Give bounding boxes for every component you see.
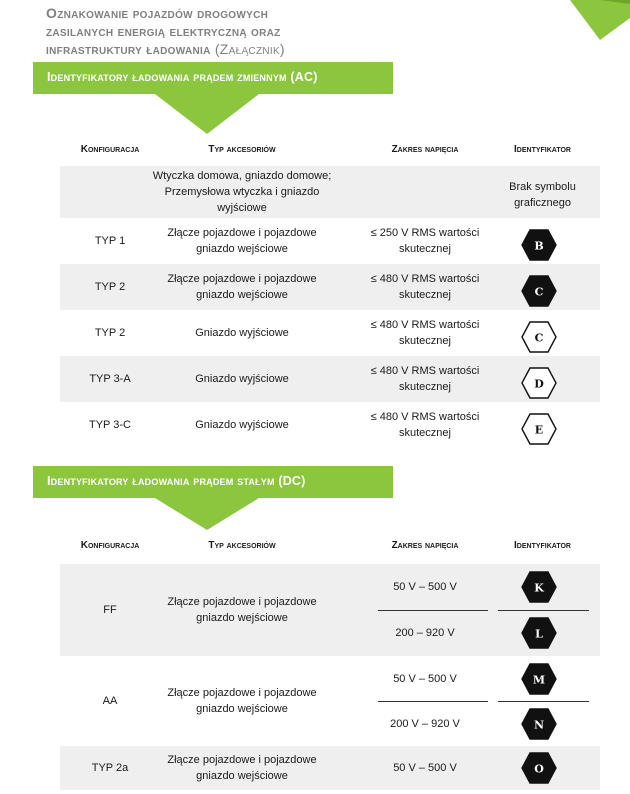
svg-text:N: N bbox=[533, 718, 544, 731]
voltage-cell bbox=[360, 166, 490, 218]
identifier-hexagon-icon bbox=[521, 752, 557, 784]
voltage-cell: 50 V – 500 V bbox=[393, 581, 457, 593]
sub-row-divider bbox=[498, 701, 589, 702]
config-cell: TYP 2 bbox=[94, 281, 126, 293]
svg-text:C: C bbox=[534, 285, 543, 299]
voltage-cell: 50 V – 500 V bbox=[393, 672, 457, 685]
dc-table-header bbox=[60, 536, 600, 556]
identifier-hexagon-icon bbox=[521, 275, 557, 307]
table-row bbox=[60, 218, 600, 264]
config-cell: TYP 2a bbox=[91, 762, 129, 774]
title-line-2: zasilanych energią elektryczną oraz bbox=[46, 23, 281, 39]
voltage-cell: 50 V – 500 V bbox=[393, 762, 457, 774]
svg-text:K: K bbox=[533, 581, 544, 595]
table-row bbox=[60, 356, 600, 402]
identifier-hexagon-icon bbox=[521, 229, 557, 261]
svg-text:L: L bbox=[534, 627, 543, 641]
table-row bbox=[60, 656, 600, 746]
dc-banner-title: Identyfikatory ładowania prądem stałym (DC) bbox=[47, 474, 306, 488]
config-cell: TYP 3-C bbox=[89, 419, 131, 431]
ac-banner-title: Identyfikatory ładowania prądem zmiennym (AC) bbox=[47, 70, 318, 84]
title-line-1: Oznakowanie pojazdów drogowych bbox=[46, 5, 269, 21]
table-row bbox=[60, 310, 600, 356]
voltage-cell: ≤ 250 V RMS wartości skutecznej bbox=[370, 227, 480, 255]
table-row bbox=[60, 264, 600, 310]
sub-row-divider bbox=[498, 610, 589, 611]
voltage-cell: 200 V – 920 V bbox=[390, 717, 460, 730]
column-header: Identyfikator bbox=[514, 144, 571, 155]
accessory-cell: Gniazdo wyjściowe bbox=[195, 373, 289, 385]
accessory-cell: Złącze pojazdowe i pojazdowe gniazdo wejściowe bbox=[167, 596, 317, 624]
svg-text:E: E bbox=[534, 423, 543, 437]
config-cell bbox=[60, 166, 160, 218]
config-cell: TYP 3-A bbox=[89, 373, 131, 385]
voltage-cell: ≤ 480 V RMS wartości skutecznej bbox=[370, 365, 480, 393]
identifier-hexagon-icon bbox=[521, 571, 557, 603]
column-header: Konfiguracja bbox=[80, 540, 140, 551]
accessory-cell: Wtyczka domowa, gniazdo domowe; Przemysłowa wtyczka i gniazdo wyjściowe bbox=[152, 170, 332, 214]
voltage-cell: ≤ 480 V RMS wartości skutecznej bbox=[370, 411, 480, 439]
accessory-cell: Złącze pojazdowe i pojazdowe gniazdo wejściowe bbox=[167, 273, 317, 301]
voltage-cell: 200 – 920 V bbox=[395, 627, 455, 639]
column-header: Zakres napięcia bbox=[391, 540, 459, 551]
config-cell: FF bbox=[103, 604, 117, 616]
column-header: Konfiguracja bbox=[80, 144, 140, 155]
config-cell: AA bbox=[102, 695, 118, 707]
svg-text:O: O bbox=[533, 762, 544, 776]
document-title bbox=[46, 4, 486, 58]
accessory-cell: Gniazdo wyjściowe bbox=[195, 419, 289, 431]
table-row bbox=[60, 564, 600, 656]
identifier-hexagon-icon bbox=[521, 617, 557, 649]
column-header: Typ akcesoriów bbox=[208, 540, 276, 551]
accessory-cell: Złącze pojazdowe i pojazdowe gniazdo wejściowe bbox=[167, 227, 317, 255]
accessory-cell: Gniazdo wyjściowe bbox=[195, 327, 289, 339]
corner-ribbon bbox=[540, 0, 630, 40]
config-cell: TYP 1 bbox=[94, 235, 126, 247]
config-cell: TYP 2 bbox=[94, 327, 126, 339]
title-line-3: infrastruktury ładowania (Załącznik) bbox=[46, 41, 285, 57]
title-appendix: (Załącznik) bbox=[214, 41, 285, 57]
table-row bbox=[60, 402, 600, 448]
svg-text:B: B bbox=[533, 239, 544, 253]
identifier-hexagon-icon bbox=[521, 321, 557, 353]
column-header: Identyfikator bbox=[514, 540, 571, 551]
identifier-hexagon-icon bbox=[521, 708, 557, 740]
table-row bbox=[60, 166, 600, 218]
svg-text:M: M bbox=[532, 673, 545, 686]
ac-table-header bbox=[60, 140, 600, 160]
accessory-cell: Złącze pojazdowe i pojazdowe gniazdo wejściowe bbox=[167, 687, 317, 715]
svg-text:D: D bbox=[533, 377, 544, 391]
column-header: Typ akcesoriów bbox=[208, 144, 276, 155]
svg-text:C: C bbox=[534, 331, 543, 345]
accessory-cell: Złącze pojazdowe i pojazdowe gniazdo wejściowe bbox=[167, 754, 317, 782]
voltage-cell: ≤ 480 V RMS wartości skutecznej bbox=[370, 273, 480, 301]
identifier-hexagon-icon bbox=[521, 663, 557, 695]
identifier-cell: Brak symbolu graficznego bbox=[509, 181, 576, 209]
identifier-hexagon-icon bbox=[521, 413, 557, 445]
table-row bbox=[60, 746, 600, 790]
column-header: Zakres napięcia bbox=[391, 144, 459, 155]
identifier-hexagon-icon bbox=[521, 367, 557, 399]
voltage-cell: ≤ 480 V RMS wartości skutecznej bbox=[370, 319, 480, 347]
